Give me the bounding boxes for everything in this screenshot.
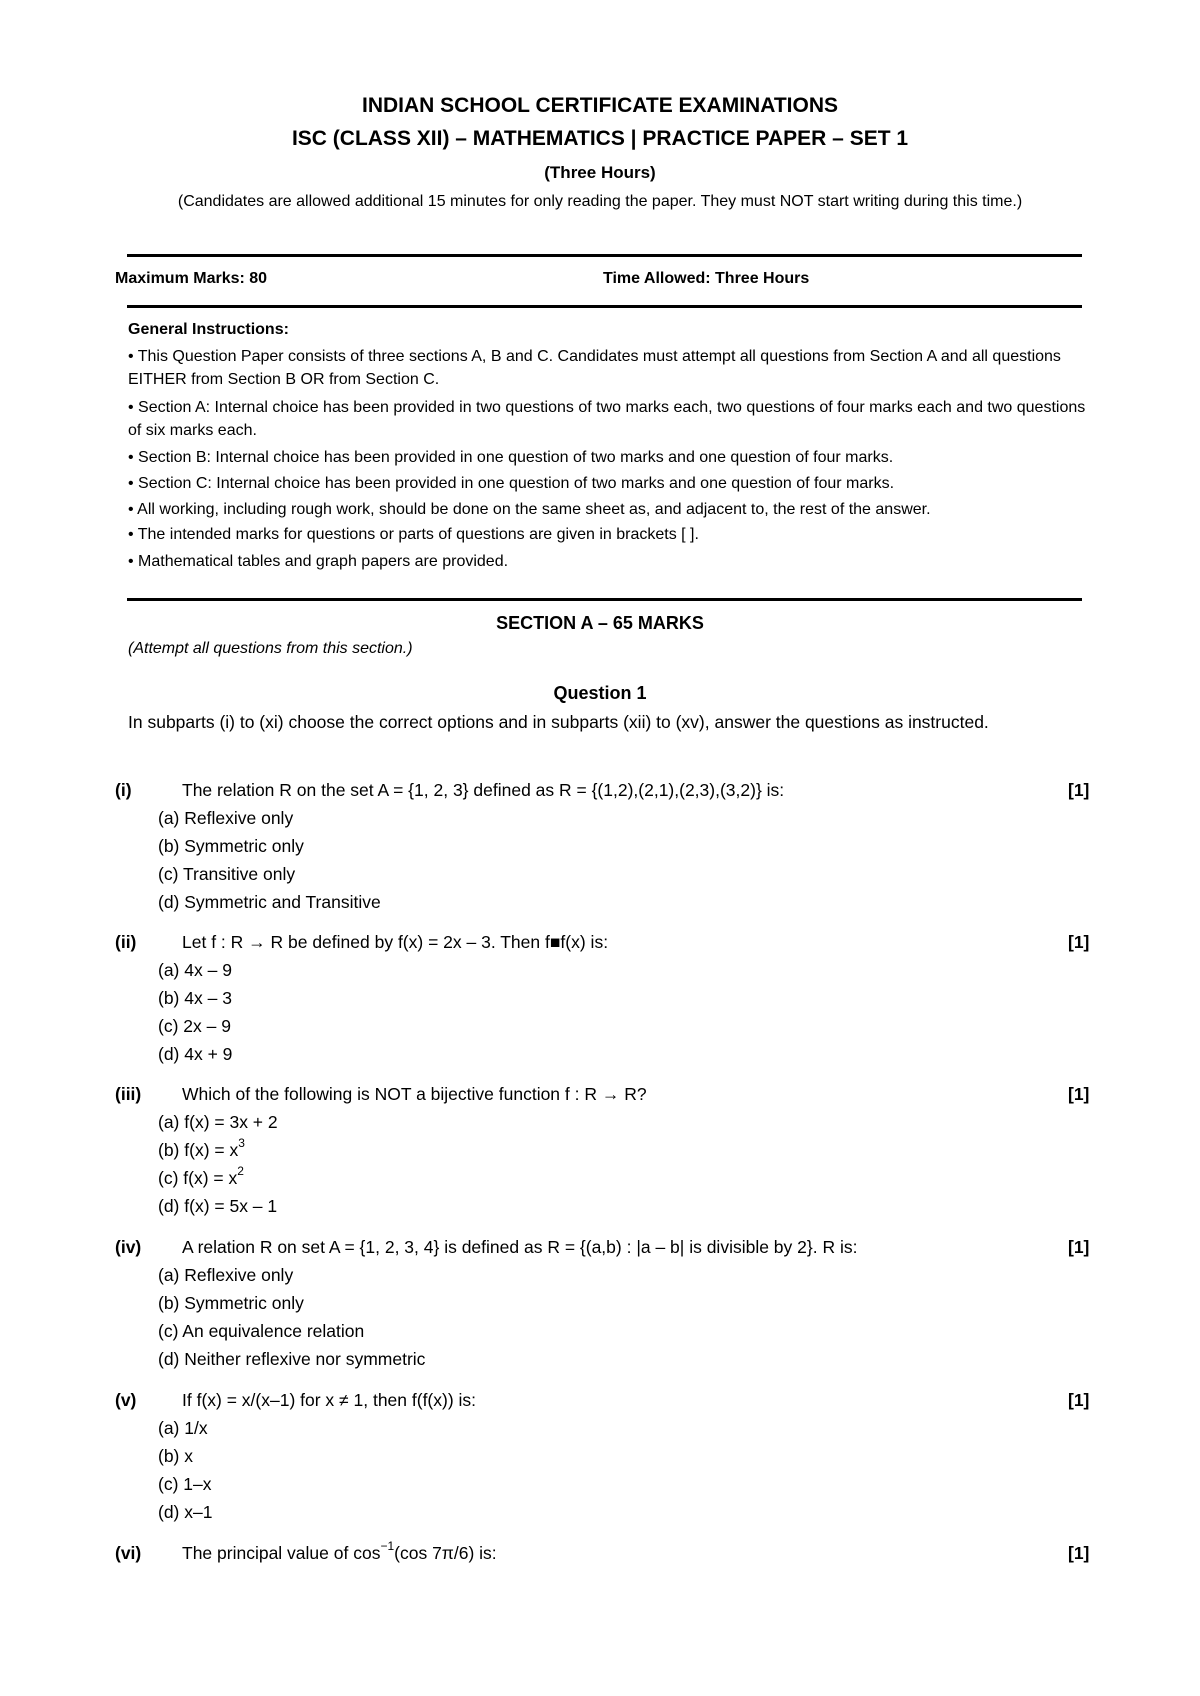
- subpart-marks: [1]: [1068, 1543, 1090, 1563]
- answer-option: (a) Reflexive only: [158, 808, 294, 828]
- subpart-number: (iii): [115, 1084, 142, 1104]
- reading-time-note: (Candidates are allowed additional 15 minutes for only reading the paper. They must NOT start writing during this time.): [177, 193, 1023, 210]
- instruction-item: • Mathematical tables and graph papers are provided.: [128, 553, 509, 570]
- answer-option: [158, 1136, 245, 1161]
- answer-option: (a) f(x) = 3x + 2: [158, 1112, 278, 1132]
- subpart-number: (ii): [115, 932, 137, 952]
- subpart-number: (v): [115, 1390, 137, 1410]
- divider: [127, 305, 1082, 308]
- answer-option: (b) x: [158, 1446, 193, 1466]
- subpart-marks: [1]: [1068, 1237, 1090, 1257]
- subpart-number: (iv): [115, 1237, 142, 1257]
- answer-option: (a) 4x – 9: [158, 960, 232, 980]
- answer-option: (d) 4x + 9: [158, 1044, 233, 1064]
- answer-option: (c) 2x – 9: [158, 1016, 231, 1036]
- section-note: (Attempt all questions from this section.): [128, 640, 413, 657]
- subpart-marks: [1]: [1068, 932, 1090, 952]
- subpart-question: A relation R on set A = {1, 2, 3, 4} is defined as R = {(a,b) : |a – b| is divisible by 2}. R is:: [182, 1237, 858, 1257]
- paper-title: ISC (CLASS XII) – MATHEMATICS | PRACTICE PAPER – SET 1: [291, 127, 909, 150]
- subpart-marks: [1]: [1068, 1084, 1090, 1104]
- answer-option: (a) 1/x: [158, 1418, 208, 1438]
- divider: [127, 598, 1082, 601]
- instruction-item: • The intended marks for questions or parts of questions are given in brackets [ ].: [128, 526, 699, 543]
- answer-option: (c) 1–x: [158, 1474, 212, 1494]
- answer-option: (d) f(x) = 5x – 1: [158, 1196, 278, 1216]
- answer-option: (c) An equivalence relation: [158, 1321, 365, 1341]
- subpart-question: Let f : R → R be defined by f(x) = 2x – 3. Then f■f(x) is:: [182, 932, 609, 952]
- paper-duration: (Three Hours): [544, 163, 656, 182]
- option-text: (b) f(x) = x: [158, 1140, 239, 1160]
- answer-option: (b) 4x – 3: [158, 988, 232, 1008]
- answer-option: (b) Symmetric only: [158, 836, 304, 856]
- answer-option: (d) x–1: [158, 1502, 213, 1522]
- subpart-number: (vi): [115, 1543, 142, 1563]
- exponent: 2: [237, 1164, 244, 1179]
- subpart-number: (i): [115, 780, 132, 800]
- subpart-question: The relation R on the set A = {1, 2, 3} defined as R = {(1,2),(2,1),(2,3),(3,2)} is:: [182, 780, 785, 800]
- instruction-item: • Section B: Internal choice has been provided in one question of two marks and one question of four marks.: [128, 449, 894, 466]
- general-instructions-title: General Instructions:: [128, 321, 289, 338]
- exam-board-title: INDIAN SCHOOL CERTIFICATE EXAMINATIONS: [361, 94, 838, 117]
- subpart-question: If f(x) = x/(x–1) for x ≠ 1, then f(f(x)) is:: [182, 1390, 477, 1410]
- answer-option: (d) Neither reflexive nor symmetric: [158, 1349, 426, 1369]
- section-title: SECTION A – 65 MARKS: [496, 613, 704, 633]
- subpart-marks: [1]: [1068, 780, 1090, 800]
- answer-option: (c) Transitive only: [158, 864, 296, 884]
- instruction-item: • All working, including rough work, should be done on the same sheet as, and adjacent to, the rest of the answer.: [128, 501, 931, 518]
- answer-option: (b) Symmetric only: [158, 1293, 304, 1313]
- subpart-question: Which of the following is NOT a bijective function f : R → R?: [182, 1084, 647, 1104]
- question-text: (cos 7π/6) is:: [394, 1543, 497, 1563]
- divider: [127, 254, 1082, 257]
- question-intro: In subparts (i) to (xi) choose the correct options and in subparts (xii) to (xv), answer the questions as instructed.: [128, 712, 989, 732]
- instruction-item: • This Question Paper consists of three sections A, B and C. Candidates must attempt all questions from Section A and all questions EITHER from Section B OR from Section C.: [128, 348, 1061, 388]
- answer-option: [158, 1164, 244, 1189]
- subpart-question: [182, 1539, 1052, 1564]
- answer-option: (d) Symmetric and Transitive: [158, 892, 381, 912]
- subpart-marks: [1]: [1068, 1390, 1090, 1410]
- exponent: 3: [238, 1136, 245, 1151]
- question-text: The principal value of cos: [182, 1543, 381, 1563]
- exponent: −1: [380, 1539, 395, 1554]
- instruction-item: • Section A: Internal choice has been provided in two questions of two marks each, two questions of four marks each and two questions of six marks each.: [128, 399, 1086, 439]
- answer-option: (a) Reflexive only: [158, 1265, 294, 1285]
- maximum-marks: Maximum Marks: 80: [115, 270, 268, 287]
- instruction-item: • Section C: Internal choice has been provided in one question of two marks and one question of four marks.: [128, 475, 895, 492]
- question-title: Question 1: [553, 683, 647, 703]
- time-allowed: Time Allowed: Three Hours: [603, 270, 810, 287]
- option-text: (c) f(x) = x: [158, 1168, 238, 1188]
